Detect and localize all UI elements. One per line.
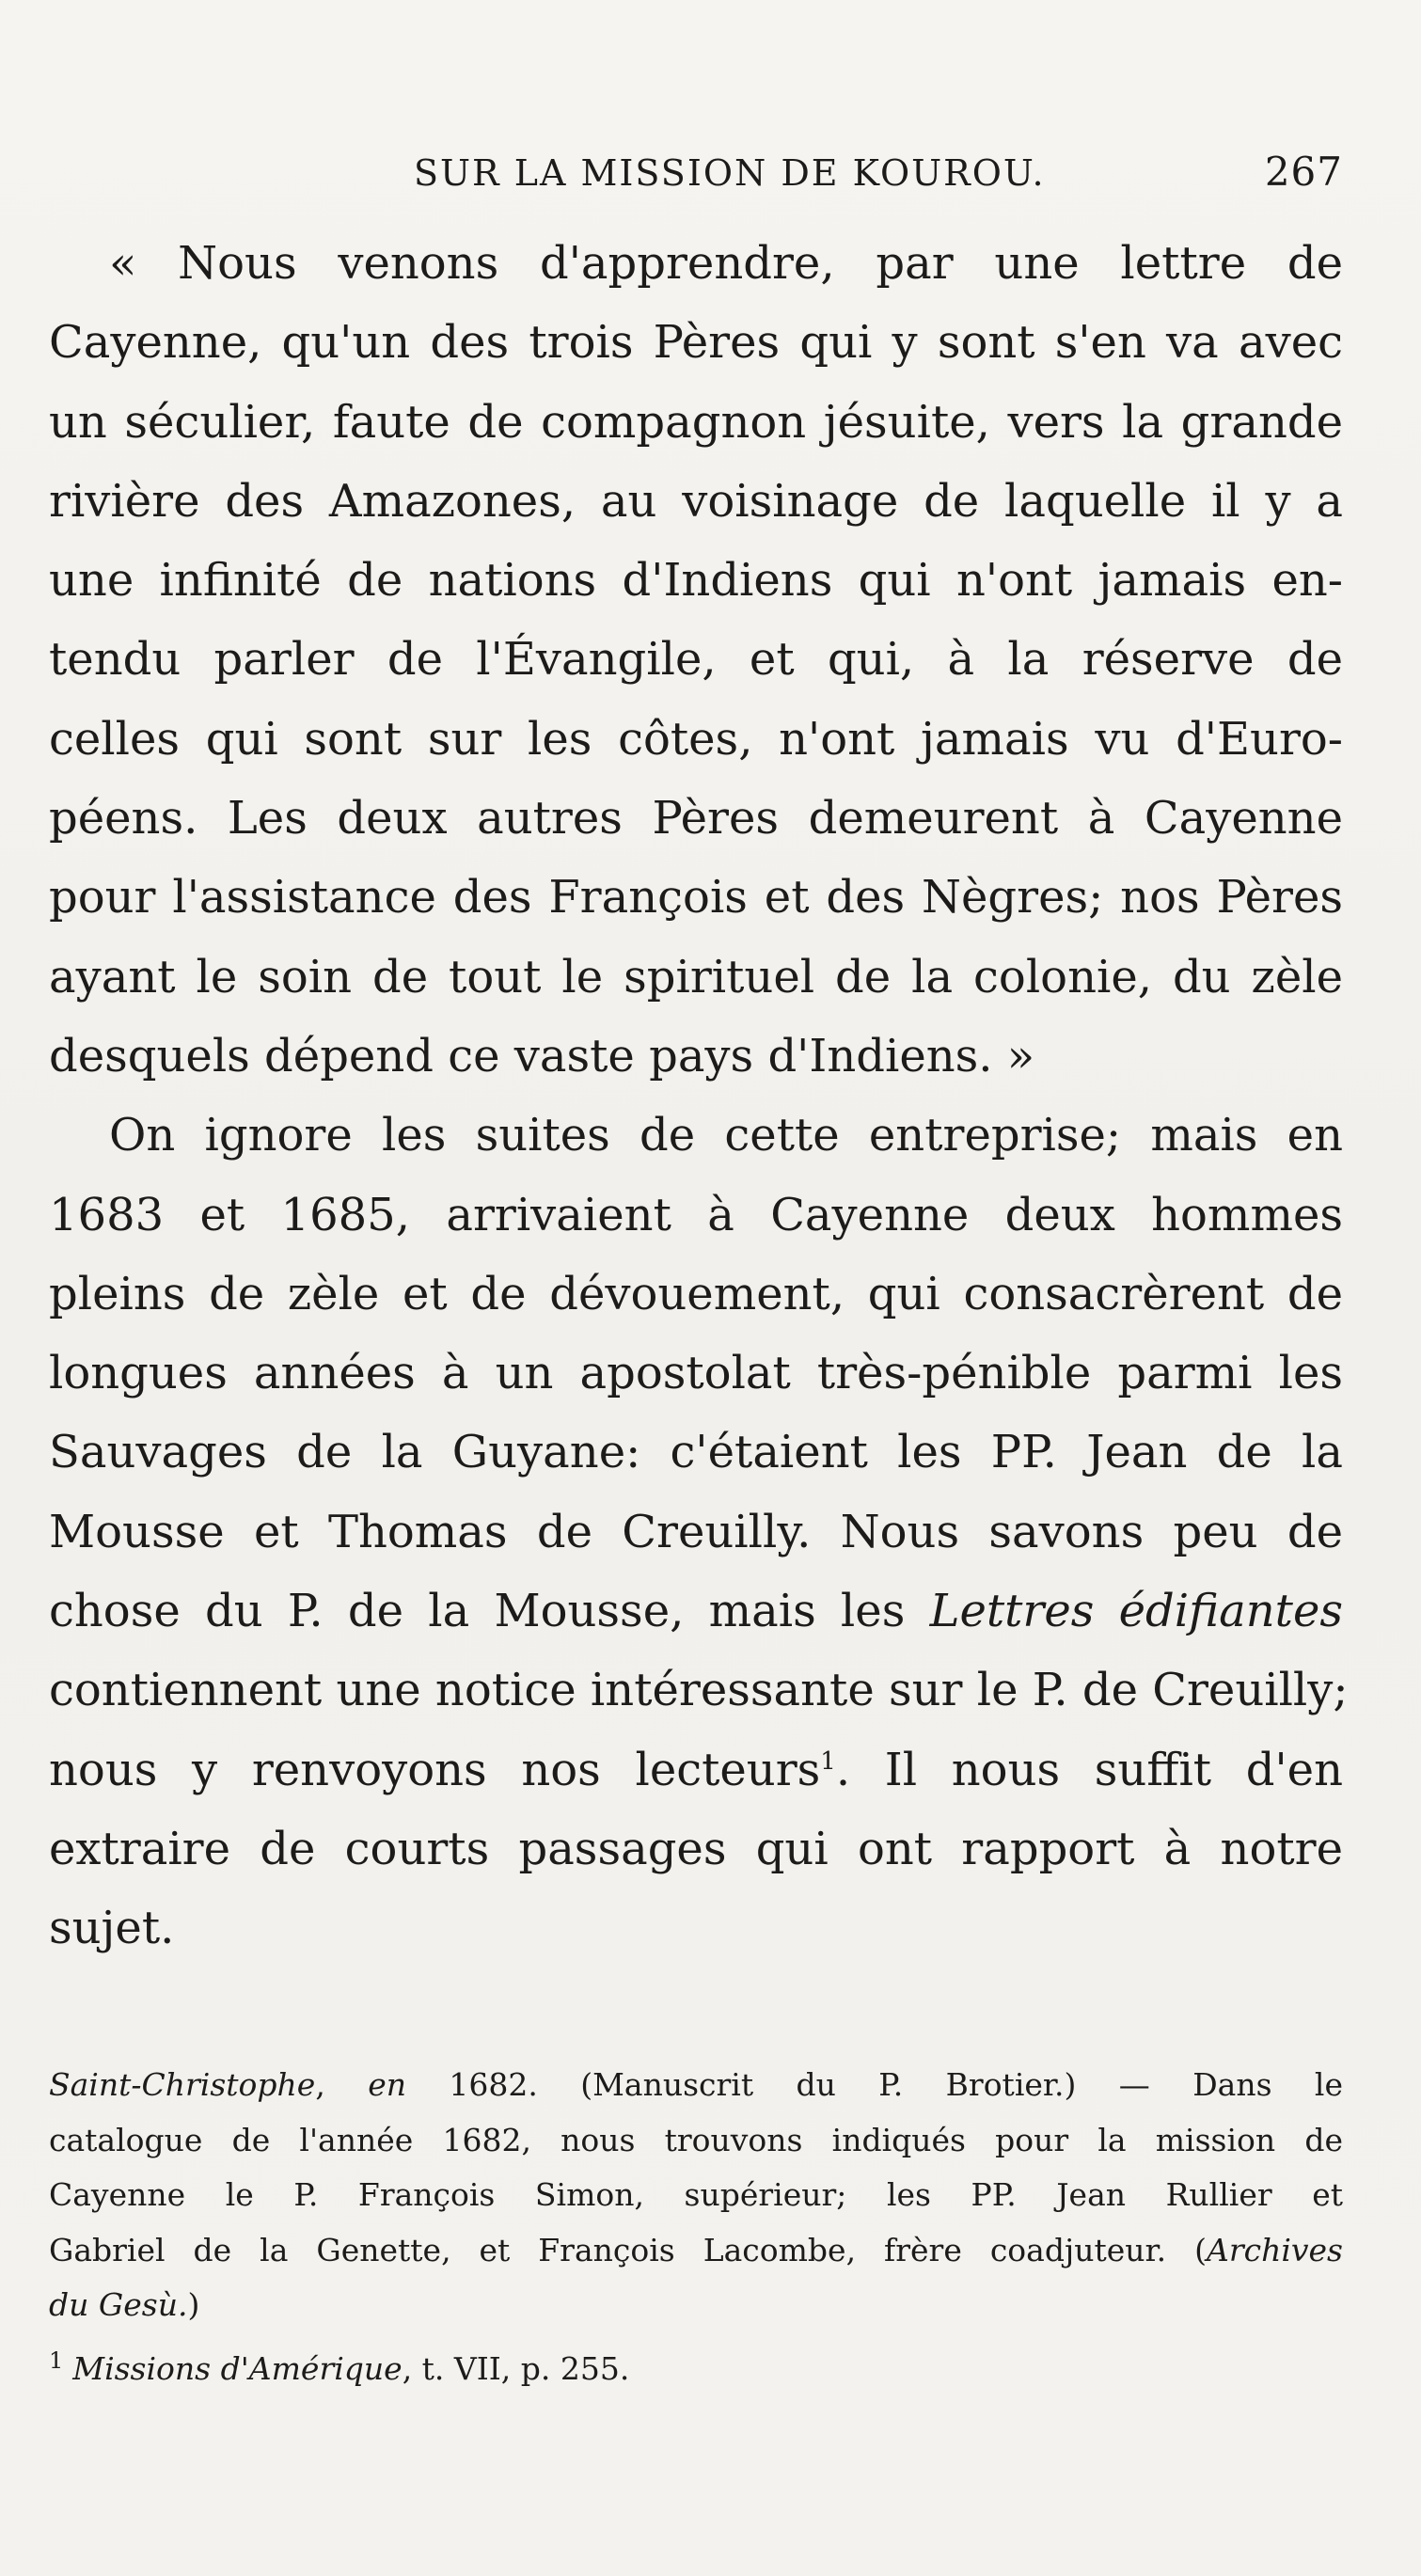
text-line: extraire de courts passages qui ont rapport à notre: [49, 1822, 1343, 1875]
text-line: Sauvages de la Guyane: c'étaient les PP. Jean de la: [49, 1426, 1343, 1479]
footnote-en: en: [368, 2066, 406, 2103]
text-segment: ,: [315, 2066, 369, 2103]
text-line: sujet.: [49, 1902, 175, 1955]
text-line: tendu parler de l'Évangile, et qui, à la réserve de: [49, 633, 1343, 687]
text-line: Mousse et Thomas de Creuilly. Nous savons peu de: [49, 1505, 1343, 1558]
text-line: une infinité de nations d'Indiens qui n'ont jamais en-: [49, 554, 1343, 608]
text-segment: nous y renvoyons nos lecteurs: [49, 1743, 821, 1796]
text-line: ayant le soin de tout le spirituel de la colonie, du zèle: [49, 950, 1343, 1004]
footnote-line: catalogue de l'année 1682, nous trouvons indiqués pour la mission de: [49, 2121, 1343, 2158]
text-line: « Nous venons d'apprendre, par une lettre de: [109, 237, 1343, 290]
footnote-reference: 1: [820, 1746, 836, 1776]
text-line: [49, 1572, 1343, 1651]
running-head: [49, 149, 1343, 205]
text-segment: , t. VII, p. 255.: [402, 2349, 630, 2387]
running-title: SUR LA MISSION DE KOUROU.: [414, 152, 1046, 194]
book-title-lettres-edifiantes: Lettres édifiantes: [929, 1585, 1343, 1638]
text-line: 1683 et 1685, arrivaient à Cayenne deux hommes: [49, 1188, 1343, 1241]
footnotes: [49, 2058, 1343, 2388]
page-number: 267: [1264, 149, 1343, 195]
footnote-source-title: Missions d'Amérique: [72, 2349, 403, 2387]
text-line: [49, 1731, 1343, 1810]
text-line: contiennent une notice intéressante sur le P. de Creuilly;: [49, 1664, 1349, 1717]
text-segment: Gabriel de la Genette, et François Lacombe, frère coadjuteur. (: [49, 2231, 1207, 2268]
archive-source-cont: du Gesù.: [49, 2286, 188, 2323]
footnote-line: [49, 2223, 1343, 2279]
text-line: On ignore les suites de cette entreprise; mais en: [109, 1109, 1343, 1162]
text-line: rivière des Amazones, au voisinage de laquelle il y a: [49, 474, 1343, 528]
footnote-1: [49, 2333, 1343, 2389]
text-segment: . Il nous suffit d'en: [835, 1743, 1343, 1796]
archive-source: Archives: [1206, 2231, 1343, 2268]
text-line: péens. Les deux autres Pères demeurent à Cayenne: [49, 792, 1343, 845]
text-segment: chose du P. de la Mousse, mais les: [49, 1585, 930, 1638]
text-line: celles qui sont sur les côtes, n'ont jamais vu d'Euro-: [49, 712, 1343, 766]
text-line: un séculier, faute de compagnon jésuite, vers la grande: [49, 395, 1343, 449]
text-line: longues années à un apostolat très-pénible parmi les: [49, 1347, 1343, 1400]
footnote-marker: 1: [49, 2347, 64, 2374]
text-line: desquels dépend ce vaste pays d'Indiens. »: [49, 1029, 1035, 1083]
main-text: [49, 224, 1349, 1968]
footnote-place: Saint-Christophe: [49, 2066, 316, 2103]
text-line: Cayenne, qu'un des trois Pères qui y sont s'en va avec: [49, 316, 1343, 370]
text-segment: ): [187, 2286, 200, 2323]
text-line: pleins de zèle et de dévouement, qui consacrèrent de: [49, 1267, 1343, 1320]
text-segment: 1682. (Manuscrit du P. Brotier.) — Dans le: [406, 2066, 1343, 2103]
text-line: pour l'assistance des François et des Nègres; nos Pères: [49, 871, 1343, 925]
footnote-line: [49, 2278, 1343, 2333]
footnote-line: [49, 2058, 1343, 2113]
footnote-line: Cayenne le P. François Simon, supérieur; les PP. Jean Rullier et: [49, 2176, 1343, 2213]
